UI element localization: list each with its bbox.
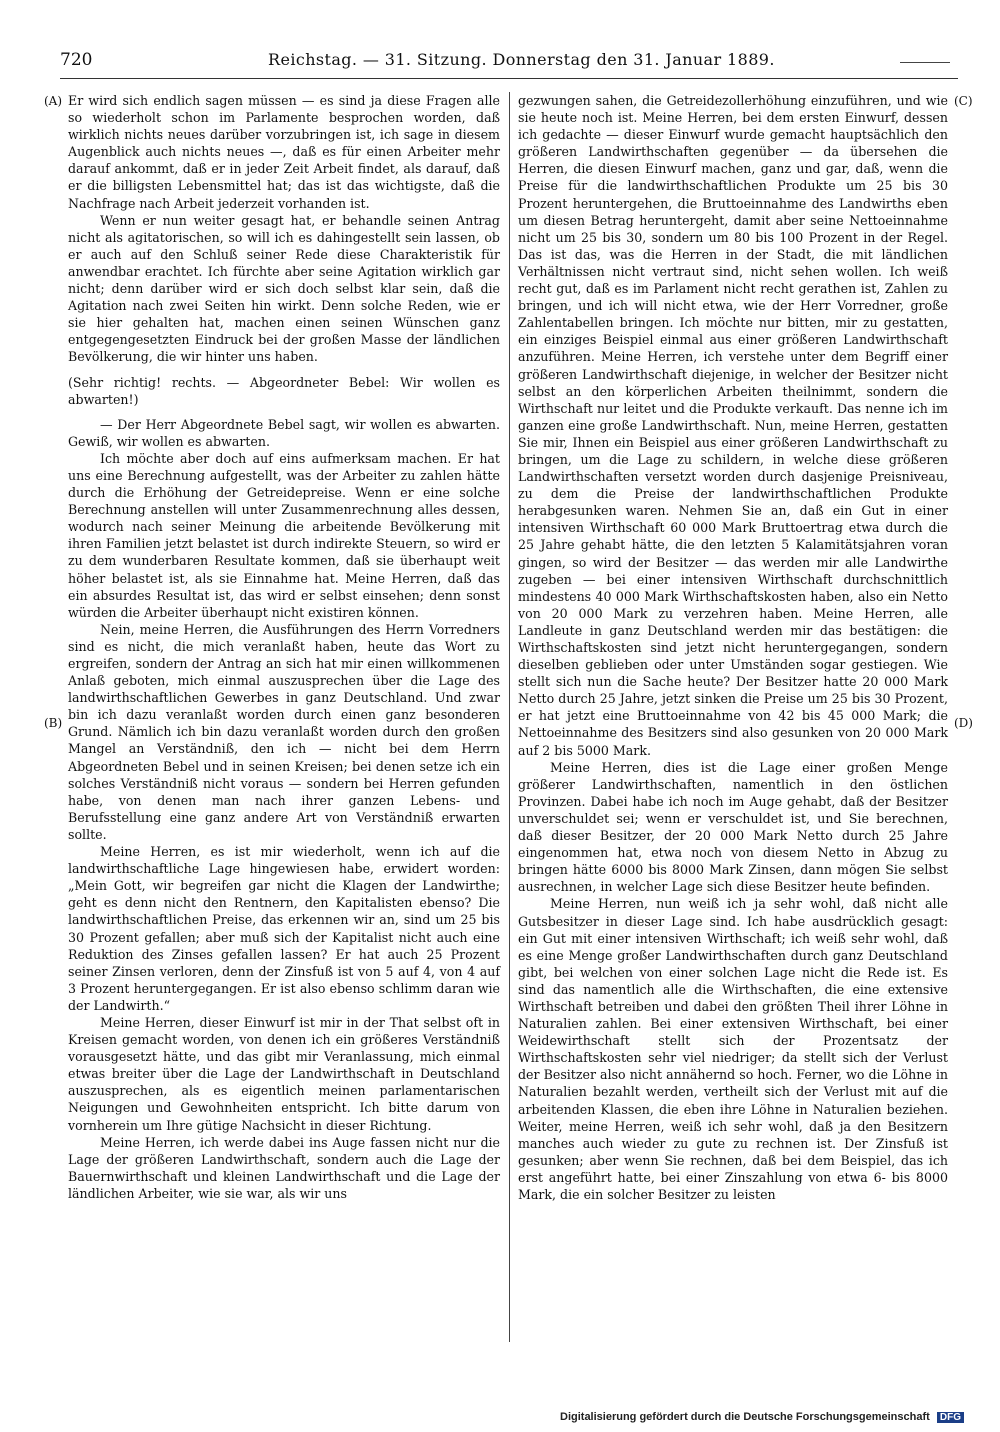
paragraph: Meine Herren, ich werde dabei ins Auge fassen nicht nur die Lage der größeren Landwirthschaft, sondern auch die Lage der Bauernwirthschaft und kleinen Landwirthschaft und die Lage der ländlichen Arbeiter, wie sie war, als wir uns <box>68 1134 500 1201</box>
margin-marker-d: (D) <box>954 716 973 730</box>
margin-marker-a: (A) <box>44 94 63 108</box>
header-rule <box>60 78 958 79</box>
column-divider <box>509 92 510 1342</box>
paragraph: Nein, meine Herren, die Ausführungen des Herrn Vorredners sind es nicht, die mich veranlaßt haben, heute das Wort zu ergreifen, sondern der Antrag an sich hat mir einen willkommenen Anlaß geboten, mich einmal auszusprechen über die Lage des landwirthschaftlichen Gewerbes in ganz Deutschland. Und zwar bin ich dazu veranlaßt worden durch einen ganz besonderen Grund. Nämlich ich bin dazu veranlaßt worden durch den großen Mangel an Verständniß, den ich — nicht bei dem Herrn Abgeordneten Bebel und in seinen Kreisen; bei denen setze ich ein solches Verständniß nicht voraus — sondern bei Herren gefunden habe, von denen man nach ihrer ganzen Lebens- und Berufsstellung eine ganz andere Art von Verständniß erwarten sollte. <box>68 621 500 842</box>
paragraph: Wenn er nun weiter gesagt hat, er behandle seinen Antrag nicht als agitatorischen, so will ich es dahingestellt sein lassen, ob er auch auf den Schluß seiner Rede diese Charakteristik für anwendbar erachtet. Ich fürchte aber seine Agitation wirklich gar nicht; denn darüber wird er sich doch selbst klar sein, daß die Agitation nach zwei Seiten hin wirkt. Denn solche Reden, wie er sie hier gehalten hat, machen einen seinen Wünschen ganz entgegengesetzten Eindruck bei der großen Masse der ländlichen Bevölkerung, die wir hinter uns haben. <box>68 212 500 365</box>
paragraph: — Der Herr Abgeordnete Bebel sagt, wir wollen es abwarten. Gewiß, wir wollen es abwarten. <box>68 416 500 449</box>
paragraph: Meine Herren, es ist mir wiederholt, wenn ich auf die landwirthschaftliche Lage hingewiesen habe, erwidert worden: „Mein Gott, wir begreifen gar nicht die Klagen der Landwirthe; geht es denn nicht den Rentnern, den Kapitalisten ebenso? Die landwirthschaftlichen Preise, das erkennen wir an, sind um 25 bis 30 Prozent gefallen; aber muß sich der Kapitalist nicht auch eine Reduktion des Zinses gefallen lassen? Er hat auch 25 Prozent seiner Zinsen verloren, denn der Zinsfuß ist von 5 auf 4, von 4 auf 3 Prozent heruntergegangen. Er ist also ebenso schlimm daran wie der Landwirth.“ <box>68 844 500 1013</box>
interjection: (Sehr richtig! rechts. — Abgeordneter Bebel: Wir wollen es abwarten!) <box>68 374 500 407</box>
footer-text: Digitalisierung gefördert durch die Deutsche Forschungsgemeinschaft <box>560 1411 930 1423</box>
paragraph: Er wird sich endlich sagen müssen — es sind ja diese Fragen alle so wiederholt schon im Parlamente besprochen worden, daß wirklich nichts neues darüber vorzubringen ist, ich sage in diesem Augenblick auch nichts neues —, daß es für einen Arbeiter mehr darauf ankommt, daß er in jeder Zeit Arbeit findet, als darauf, daß er die billigsten Lebensmittel hat; das ist das wichtigste, daß die Nachfrage nach Arbeit jederzeit vorhanden ist. <box>68 93 500 211</box>
dfg-logo-icon: DFG <box>937 1412 964 1423</box>
margin-marker-c: (C) <box>954 94 973 108</box>
paragraph: Meine Herren, dies ist die Lage einer großen Menge größerer Landwirthschaften, namentlich in den östlichen Provinzen. Dabei habe ich noch im Auge gehabt, daß der Besitzer unverschuldet sei; wenn er verschuldet ist, und Sie berechnen, daß dieser Besitzer, der 20 000 Mark Netto durch 25 Jahre eingenommen hat, etwa noch von diesem Netto in Abzug zu bringen hätte 6000 bis 8000 Mark Zinsen, dann mögen Sie selbst ausrechnen, in welcher Lage sich diese Besitzer heute befinden. <box>518 759 948 895</box>
page-number: 720 <box>60 50 93 70</box>
page-title: Reichstag. — 31. Sitzung. Donnerstag den 31. Januar 1889. <box>268 50 775 69</box>
paragraph: gezwungen sahen, die Getreidezollerhöhung einzuführen, und wie sie heute noch ist. Meine Herren, bei dem ersten Einwurf, dessen ich gedachte — dieser Einwurf wurde gemacht hauptsächlich den größeren Landwirthschaften gegenüber — da übersehen die Herren, die diesen Einwurf machen, ganz und gar, daß, wenn die Preise für die landwirthschaftlichen Produkte um 25 bis 30 Prozent heruntergehen, die Bruttoeinnahme des Landwirths eben um diesen Betrag heruntergeht, damit aber seine Nettoeinnahme nicht um 25 bis 30, sondern um 80 bis 100 Prozent in der Regel. Das ist das, was die Herren in der Stadt, die mit ländlichen Verhältnissen nicht vertraut sind, nicht sehen wollen. Ich weiß recht gut, daß es im Parlament nicht recht gerathen ist, Zahlen zu bringen, und ich will nicht etwa, wie der Herr Vorredner, große Zahlentabellen bringen. Ich möchte nur bitten, mir zu gestatten, ein einziges Beispiel einmal aus einer größeren Landwirthschaft anzuführen. Meine Herren, ich verstehe unter dem Begriff einer größeren Landwirthschaft diejenige, in welcher der Besitzer nicht selbst an den körperlichen Arbeiten theilnimmt, sondern die Wirthschaft nur leitet und die Produkte verkauft. Das nenne ich im ganzen eine große Landwirthschaft. Nun, meine Herren, gestatten Sie mir, Ihnen ein Beispiel aus einer größeren Landwirthschaft zu bringen, um die Lage zu schildern, in welche diese größeren Landwirthschaften versetzt worden durch dasjenige Preisniveau, zu dem die Preise der landwirthschaftlichen Produkte herabgesunken waren. Nehmen Sie an, daß ein Gut in einer intensiven Wirthschaft 60 000 Mark Bruttoertrag etwa durch die 25 Jahre gehabt hätte, die den letzten 5 Kalamitätsjahren voran gingen, so wird der Besitzer — das werden mir alle Landwirthe zugeben — bei einer intensiven Wirthschaft durchschnittlich mindestens 40 000 Mark Wirthschaftskosten haben, also ein Netto von 20 000 Mark zu verzehren haben. Meine Herren, alle Landleute in ganz Deutschland werden mir das bestätigen: die Wirthschaftskosten sind jetzt nicht heruntergegangen, sondern dieselben geblieben oder unter Umständen sogar gestiegen. Wie stellt sich nun die Sache heute? Der Besitzer hatte 20 000 Mark Netto durch 25 Jahre, jetzt sinken die Preise um 25 bis 30 Prozent, er hat jetzt eine Bruttoeinnahme von 42 bis 45 000 Mark; die Nettoeinnahme des Besitzers sind also gesunken von 20 000 Mark auf 2 bis 5000 Mark. <box>518 93 948 758</box>
paragraph: Ich möchte aber doch auf eins aufmerksam machen. Er hat uns eine Berechnung aufgestellt, was der Arbeiter zu zahlen hätte durch die Erhöhung der Getreidepreise. Wenn er eine solche Berechnung anstellen will unter Zusammenrechnung alles dessen, wodurch nach seiner Meinung die arbeitende Bevölkerung mit ihren Familien jetzt belastet ist durch indirekte Steuern, so wird er zu dem wunderbaren Resultate kommen, daß sie überhaupt weit höher belastet ist, als sie Einnahme hat. Meine Herren, daß das ein absurdes Resultat ist, das wird er selbst einsehen; denn sonst würden die Arbeiter überhaupt nicht existiren können. <box>68 450 500 620</box>
paragraph: Meine Herren, nun weiß ich ja sehr wohl, daß nicht alle Gutsbesitzer in dieser Lage sind. Ich habe ausdrücklich gesagt: ein Gut mit einer intensiven Wirthschaft; ich weiß sehr wohl, daß es eine Menge großer Landwirthschaften durch ganz Deutschland gibt, bei welchen von einer solchen Lage nicht die Rede ist. Es sind das namentlich alle die Wirthschaften, die eine extensive Wirthschaft betreiben und dabei den größten Theil ihrer Löhne in Naturalien zahlen. Bei einer extensiven Wirthschaft, bei einer Weidewirthschaft stellt sich der Prozentsatz der Wirthschaftskosten sehr viel niedriger; da stellt sich der Verlust der Besitzer also nicht annähernd so hoch. Ferner, wo die Löhne in Naturalien bezahlt werden, vertheilt sich der Verlust mit auf die arbeitenden Klassen, die eben ihre Löhne in Naturalien beziehen. Weiter, meine Herren, weiß ich sehr wohl, daß ja den Besitzern manches auch wieder zu gute zu rechnen ist. Der Zinsfuß ist gesunken; aber wenn Sie rechnen, daß bei dem Beispiel, das ich erst angeführt hatte, bei einer Zinszahlung von etwa 6- bis 8000 Mark, die ein solcher Besitzer zu leisten <box>518 896 948 1202</box>
margin-marker-b: (B) <box>44 716 63 730</box>
header-dash <box>900 62 950 63</box>
page-header <box>0 44 1000 74</box>
left-column <box>68 92 500 1202</box>
footer-credit <box>560 1411 980 1427</box>
right-column <box>518 92 948 1203</box>
paragraph: Meine Herren, dieser Einwurf ist mir in der That selbst oft in Kreisen gemacht worden, von denen ich ein größeres Verständniß vorausgesetzt hätte, und das gibt mir Veranlassung, mich einmal etwas breiter über die Lage der Landwirthschaft in Deutschland auszusprechen, als es eigentlich meinen parlamentarischen Neigungen und Gewohnheiten entspricht. Ich bitte darum von vornherein um Ihre gütige Nachsicht in dieser Richtung. <box>68 1014 500 1133</box>
